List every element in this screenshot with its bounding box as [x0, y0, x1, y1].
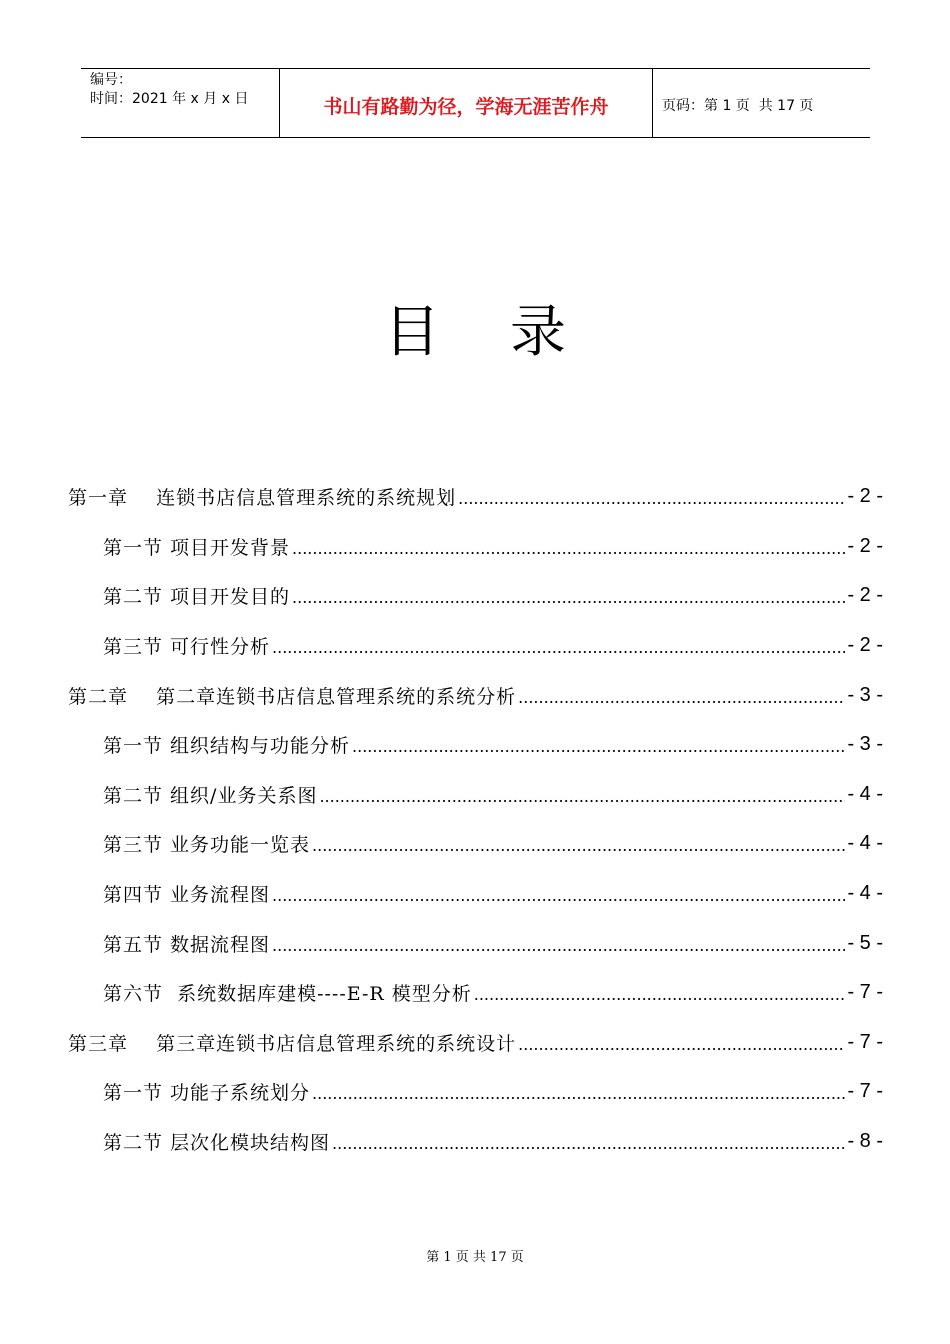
page-footer: [0, 1246, 950, 1265]
toc-leader-dots: [292, 539, 845, 558]
table-of-contents: [68, 472, 883, 1166]
toc-entry-label: 第二节 层次化模块结构图: [103, 1132, 331, 1155]
toc-entry[interactable]: [68, 770, 883, 820]
toc-entry-page: - 5 -: [847, 931, 883, 954]
toc-leader-dots: [474, 985, 846, 1004]
toc-leader-dots: [518, 688, 845, 707]
toc-entry[interactable]: [68, 670, 883, 720]
header-motto: 书山有路勤为径，学海无涯苦作舟: [280, 69, 653, 137]
toc-entry[interactable]: [68, 720, 883, 770]
toc-entry[interactable]: [68, 621, 883, 671]
toc-entry[interactable]: [68, 968, 883, 1018]
toc-entry-page: - 7 -: [847, 1080, 883, 1103]
toc-entry-page: - 7 -: [847, 981, 883, 1004]
toc-entry[interactable]: [68, 571, 883, 621]
toc-entry-page: - 4 -: [847, 832, 883, 855]
toc-entry-label: 第三节 可行性分析: [103, 636, 271, 659]
toc-entry[interactable]: [68, 1018, 883, 1068]
toc-entry-page: - 3 -: [847, 683, 883, 706]
toc-entry-page: - 4 -: [847, 782, 883, 805]
header-page-info: 页码：第 1 页 共 17 页: [662, 98, 814, 114]
page-title-right: 录: [510, 300, 566, 365]
toc-leader-dots: [292, 588, 845, 607]
toc-entry-label: 第二章 第二章连锁书店信息管理系统的系统分析: [68, 685, 517, 708]
toc-entry-label: 第三节 业务功能一览表: [103, 834, 311, 857]
toc-leader-dots: [332, 1134, 845, 1153]
toc-entry[interactable]: [68, 819, 883, 869]
toc-entry-label: 第一节 功能子系统划分: [103, 1082, 311, 1105]
serial-label: 编号：: [90, 72, 132, 88]
toc-entry-label: 第二节 组织/业务关系图: [103, 784, 318, 807]
toc-leader-dots: [272, 886, 845, 905]
toc-leader-dots: [312, 836, 845, 855]
toc-entry-page: - 7 -: [847, 1030, 883, 1053]
toc-entry-label: 第一节 组织结构与功能分析: [103, 735, 351, 758]
toc-leader-dots: [312, 1084, 845, 1103]
toc-entry-page: - 4 -: [847, 882, 883, 905]
toc-entry-label: 第五节 数据流程图: [103, 933, 271, 956]
toc-entry[interactable]: [68, 918, 883, 968]
toc-entry-page: - 2 -: [847, 634, 883, 657]
header-meta-cell: [81, 69, 280, 137]
toc-entry-label: 第六节 系统数据库建模----E-R 模型分析: [103, 983, 472, 1006]
footer-page-number: 第 1 页 共 17 页: [426, 1250, 524, 1265]
toc-leader-dots: [272, 638, 845, 657]
toc-leader-dots: [319, 787, 845, 806]
header-page-info-cell: [653, 69, 870, 137]
header-table: [81, 68, 870, 138]
toc-entry[interactable]: [68, 869, 883, 919]
toc-entry-page: - 3 -: [847, 733, 883, 756]
toc-entry[interactable]: [68, 1117, 883, 1167]
toc-entry-label: 第三章 第三章连锁书店信息管理系统的系统设计: [68, 1032, 517, 1055]
toc-leader-dots: [458, 489, 845, 508]
page-title-left: 目: [384, 300, 440, 365]
toc-entry-label: 第一节 项目开发背景: [103, 536, 291, 559]
toc-entry[interactable]: [68, 472, 883, 522]
toc-entry-label: 第二节 项目开发目的: [103, 586, 291, 609]
page-title: [0, 288, 950, 368]
toc-entry-page: - 2 -: [847, 534, 883, 557]
toc-entry-label: 第四节 业务流程图: [103, 884, 271, 907]
toc-leader-dots: [352, 737, 845, 756]
toc-entry[interactable]: [68, 522, 883, 572]
toc-leader-dots: [272, 936, 845, 955]
date-label: 时间：2021 年 x 月 x 日: [90, 91, 249, 107]
toc-leader-dots: [518, 1035, 845, 1054]
toc-entry-page: - 2 -: [847, 485, 883, 508]
toc-entry-page: - 2 -: [847, 584, 883, 607]
toc-entry-label: 第一章 连锁书店信息管理系统的系统规划: [68, 487, 457, 510]
toc-entry[interactable]: [68, 1067, 883, 1117]
toc-entry-page: - 8 -: [847, 1130, 883, 1153]
